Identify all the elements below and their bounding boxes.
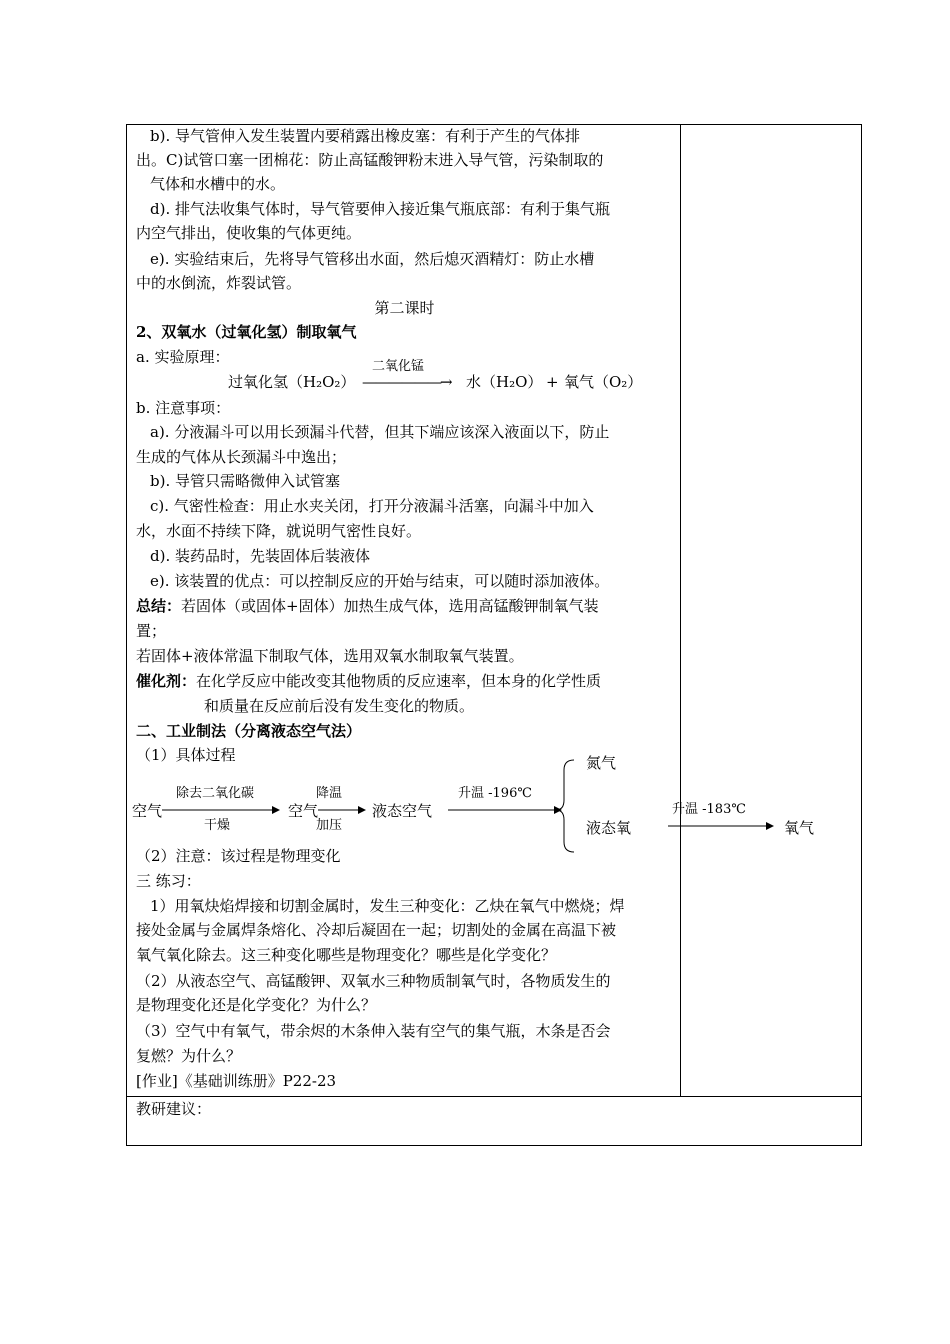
text-line: 氧气氧化除去。这三种变化哪些是物理变化？哪些是化学变化？ xyxy=(136,946,557,964)
reaction-arrow: ——————→ xyxy=(362,373,451,391)
text-line: c). 气密性检查：用止水夹关闭，打开分液漏斗活塞，向漏斗中加入 xyxy=(150,497,594,515)
summary-label: 总结： xyxy=(136,597,182,615)
text-line: 水，水面不持续下降，就说明气密性良好。 xyxy=(136,522,422,540)
liquid-oxygen-node: 液态氧 xyxy=(586,819,632,837)
text-line: 和质量在反应前后没有发生变化的物质。 xyxy=(204,697,475,715)
catalyst-label: 催化剂： xyxy=(136,672,197,690)
section-heading: 二、工业制法（分离液态空气法） xyxy=(136,722,362,740)
footer-label: 教研建议： xyxy=(136,1100,212,1118)
text-line: 接处金属与金属焊条熔化、冷却后凝固在一起；切割处的金属在高温下被 xyxy=(136,921,617,939)
exercise-heading: 三 练习： xyxy=(136,872,201,890)
section-heading: 2、双氧水（过氧化氢）制取氧气 xyxy=(136,323,357,341)
notes-label: b. 注意事项： xyxy=(136,399,231,417)
brace xyxy=(556,760,574,852)
oxygen-node: 氧气 xyxy=(784,819,815,837)
step2-label: 降温 xyxy=(316,786,343,801)
arrow-head xyxy=(272,806,280,814)
product-oxygen: 氧气（O₂） xyxy=(564,373,643,391)
text-line: （2）从液态空气、高锰酸钾、双氧水三种物质制氧气时，各物质发生的 xyxy=(136,972,611,990)
reactant: 过氧化氢（H₂O₂） xyxy=(228,373,356,391)
process-label: （1）具体过程 xyxy=(136,746,236,764)
step4-label: 升温 -183℃ xyxy=(672,802,746,817)
text-line: d). 装药品时，先装固体后装液体 xyxy=(150,547,370,565)
step3-label: 升温 -196℃ xyxy=(458,786,532,801)
text-line: a). 分液漏斗可以用长颈漏斗代替，但其下端应该深入液面以下，防止 xyxy=(150,423,610,441)
text-line: 中的水倒流，炸裂试管。 xyxy=(136,274,302,292)
text-line: e). 实验结束后，先将导气管移出水面，然后熄灭酒精灯：防止水槽 xyxy=(150,250,595,268)
text-line: 内空气排出，使收集的气体更纯。 xyxy=(136,224,362,242)
product-water: 水（H₂O） xyxy=(466,373,543,391)
arrow-head xyxy=(554,806,562,814)
plus-sign: + xyxy=(546,373,559,391)
text-line: 生成的气体从长颈漏斗中逸出； xyxy=(136,448,347,466)
nitrogen-node: 氮气 xyxy=(586,754,617,772)
text-line: 出。C)试管口塞一团棉花：防止高锰酸钾粉末进入导气管，污染制取的 xyxy=(136,151,604,169)
air-node-2: 空气 xyxy=(288,802,319,820)
lesson-title: 第二课时 xyxy=(374,299,435,317)
arrow-head xyxy=(358,806,366,814)
text-line: b). 导气管伸入发生装置内要稍露出橡皮塞：有利于产生的气体排 xyxy=(150,127,580,145)
text-line: 气体和水槽中的水。 xyxy=(150,175,286,193)
text-line: 是物理变化还是化学变化？为什么？ xyxy=(136,996,377,1014)
catalyst-label: 二氧化锰 xyxy=(372,359,425,374)
text-line: （3）空气中有氧气，带余烬的木条伸入装有空气的集气瓶，木条是否会 xyxy=(136,1022,611,1040)
arrow-head xyxy=(766,822,774,830)
step1-label: 除去二氧化碳 xyxy=(176,786,255,801)
homework: [作业]《基础训练册》P22-23 xyxy=(136,1072,337,1090)
summary-text: 若固体（或固体+固体）加热生成气体，选用高锰酸钾制氧气装 xyxy=(181,597,599,615)
text-line: 复燃？为什么？ xyxy=(136,1047,242,1065)
text-line: 置； xyxy=(136,622,167,640)
text-line: e). 该装置的优点：可以控制反应的开始与结束，可以随时添加液体。 xyxy=(150,572,610,590)
text-line: 1）用氧炔焰焊接和切割金属时，发生三种变化：乙炔在氧气中燃烧；焊 xyxy=(150,897,625,915)
catalyst-text: 在化学反应中能改变其他物质的反应速率，但本身的化学性质 xyxy=(196,672,602,690)
process-note: （2）注意：该过程是物理变化 xyxy=(136,847,341,865)
principle-label: a. 实验原理： xyxy=(136,348,230,366)
text-line: 若固体+液体常温下制取气体，选用双氧水制取氧气装置。 xyxy=(136,647,524,665)
air-node: 空气 xyxy=(132,802,163,820)
step2-sublabel: 加压 xyxy=(316,818,343,833)
step1-sublabel: 干燥 xyxy=(204,818,231,833)
text-line: d). 排气法收集气体时，导气管要伸入接近集气瓶底部：有利于集气瓶 xyxy=(150,200,610,218)
text-line: b). 导管只需略微伸入试管塞 xyxy=(150,472,340,490)
liquid-air-node: 液态空气 xyxy=(372,802,433,820)
